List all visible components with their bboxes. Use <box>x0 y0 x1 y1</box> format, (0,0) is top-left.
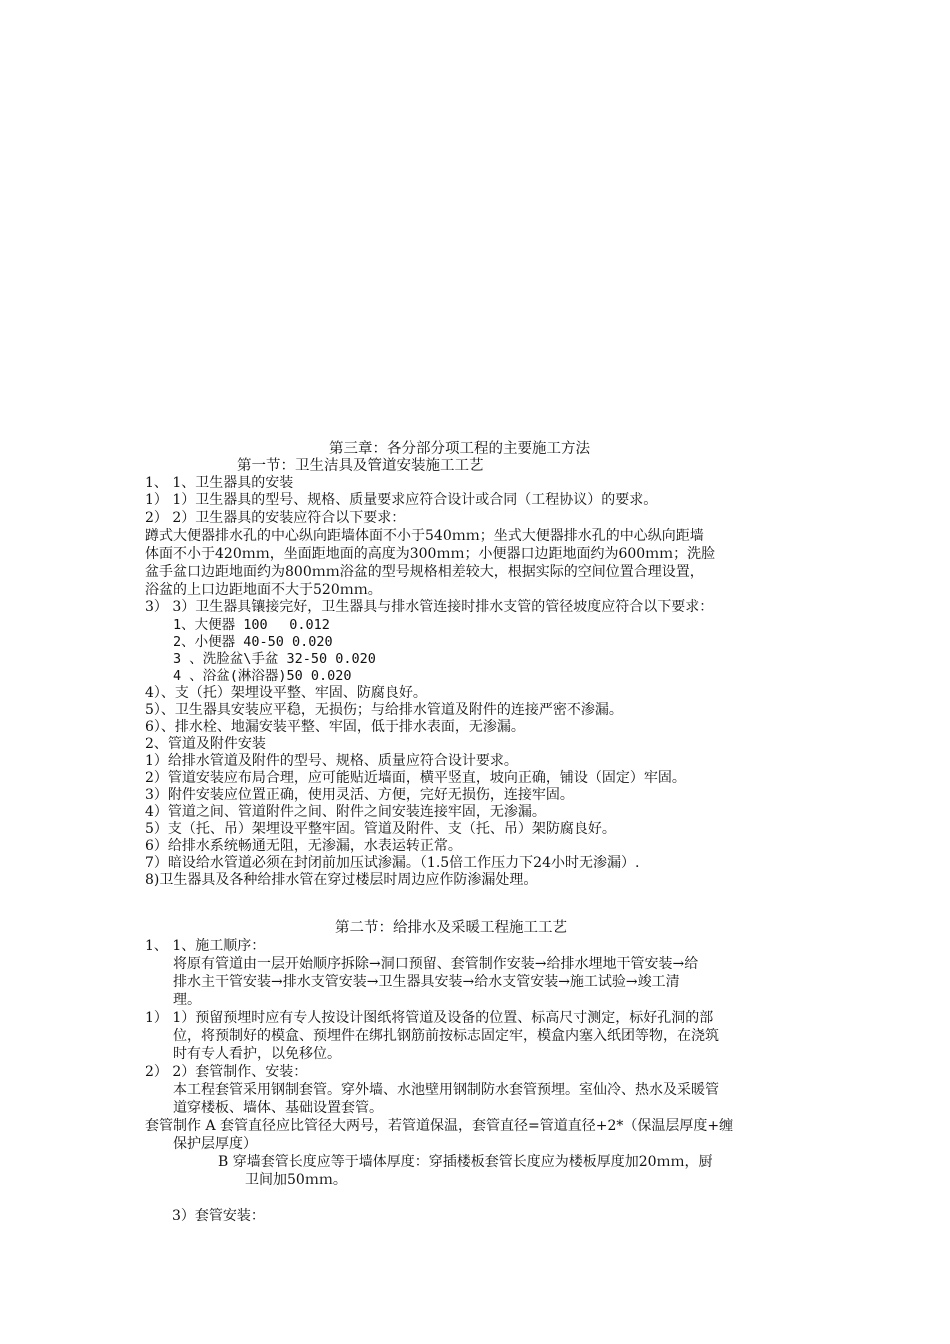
list-item: 8)卫生器具及各种给排水管在穿过楼层时周边应作防渗漏处理。 <box>145 872 538 888</box>
slope-row: 4 、浴盆(淋浴器)50 0.020 <box>173 668 352 684</box>
heading-sanitary-install: 1、 1、卫生器具的安装 <box>145 475 294 491</box>
paragraph-line: 套管制作 A 套管直径应比管径大两号，若管道保温，套管直径=管道直径+2*（保温层厚度+缠 <box>145 1118 734 1134</box>
list-item: 1） 1）卫生器具的型号、规格、质量要求应符合设计或合同（工程协议）的要求。 <box>145 492 658 508</box>
slope-row: 3 、洗脸盆\手盆 32-50 0.020 <box>173 651 376 667</box>
heading-construction-order: 1、 1、施工顺序： <box>145 938 266 954</box>
paragraph-line: 盆手盆口边距地面约为800ｍｍ浴盆的型号规格相差较大，根据实际的空间位置合理设置， <box>145 564 704 580</box>
list-item: 4）管道之间、管道附件之间、附件之间安装连接牢固，无渗漏。 <box>145 804 546 820</box>
paragraph-line: 道穿楼板、墙体、基础设置套管。 <box>173 1100 383 1116</box>
list-item: 5）支（托、吊）架埋设平整牢固。管道及附件、支（托、吊）架防腐良好。 <box>145 821 616 837</box>
list-item: 3）套管安装： <box>172 1208 265 1224</box>
list-item: 6）、排水栓、地漏安装平整、牢固，低于排水表面，无渗漏。 <box>145 719 525 735</box>
paragraph-line: 卫间加50ｍｍ。 <box>245 1172 347 1188</box>
list-item: 3） 3）卫生器具镶接完好，卫生器具与排水管连接时排水支管的管径坡度应符合以下要求： <box>145 599 714 615</box>
list-item: 2） 2）套管制作、安装： <box>145 1064 308 1080</box>
paragraph-line: 时有专人看护，以免移位。 <box>173 1046 341 1062</box>
list-item: 2）管道安装应布局合理，应可能贴近墙面，横平竖直，坡向正确，铺设（固定）牢固。 <box>145 770 686 786</box>
section-2-title: 第二节：给排水及采暖工程施工工艺 <box>335 920 567 936</box>
slope-row: 2、小便器 40-50 0.020 <box>173 634 333 650</box>
list-item: 2） 2）卫生器具的安装应符合以下要求： <box>145 510 406 526</box>
list-item: 1）给排水管道及附件的型号、规格、质量应符合设计要求。 <box>145 753 518 769</box>
paragraph-line: 将原有管道由一层开始顺序拆除→洞口预留、套管制作安装→给排水埋地干管安装→给 <box>173 956 699 972</box>
paragraph-line: 排水主干管安装→排水支管安装→卫生器具安装→给水支管安装→施工试验→竣工清 <box>173 974 680 990</box>
list-item: 5）、卫生器具安装应平稳，无损伤；与给排水管道及附件的连接严密不渗漏。 <box>145 702 623 718</box>
paragraph-line: 保护层厚度） <box>173 1136 257 1152</box>
slope-row: 1、大便器 100 0.012 <box>173 617 330 633</box>
paragraph-line: 蹲式大便器排水孔的中心纵向距墙体面不小于540ｍｍ；坐式大便器排水孔的中心纵向距墙 <box>145 528 704 544</box>
paragraph-line: 1） 1）预留预埋时应有专人按设计图纸将管道及设备的位置、标高尺寸测定，标好孔洞的部 <box>145 1010 714 1026</box>
paragraph-line: 本工程套管采用钢制套管。穿外墙、水池壁用钢制防水套管预埋。室仙冷、热水及采暖管 <box>173 1082 719 1098</box>
paragraph-line: B 穿墙套管长度应等于墙体厚度：穿插楼板套管长度应为楼板厚度加20ｍｍ，厨 <box>218 1154 713 1170</box>
paragraph-line: 体面不小于420ｍｍ，坐面距地面的高度为300ｍｍ；小便器口边距地面约为600ｍｍ；洗脸 <box>145 546 716 562</box>
paragraph-line: 位，将预制好的模盒、预埋件在绑扎钢筋前按标志固定牢，模盒内塞入纸团等物，在浇筑 <box>173 1028 719 1044</box>
chapter-title: 第三章：各分部分项工程的主要施工方法 <box>329 441 590 457</box>
list-item: 4）、支（托）架埋设平整、牢固、防腐良好。 <box>145 685 427 701</box>
list-item: 3）附件安装应位置正确，使用灵活、方便，完好无损伤，连接牢固。 <box>145 787 574 803</box>
list-item: 7）暗设给水管道必须在封闭前加压试渗漏。（1.5倍工作压力下24小时无渗漏）. <box>145 855 640 871</box>
heading-pipe-install: 2、管道及附件安装 <box>145 736 266 752</box>
section-1-title: 第一节：卫生洁具及管道安装施工工艺 <box>237 458 484 474</box>
paragraph-line: 理。 <box>173 992 201 1008</box>
paragraph-line: 浴盆的上口边距地面不大于520ｍｍ。 <box>145 582 382 598</box>
list-item: 6）给排水系统畅通无阻，无渗漏，水表运转正常。 <box>145 838 462 854</box>
